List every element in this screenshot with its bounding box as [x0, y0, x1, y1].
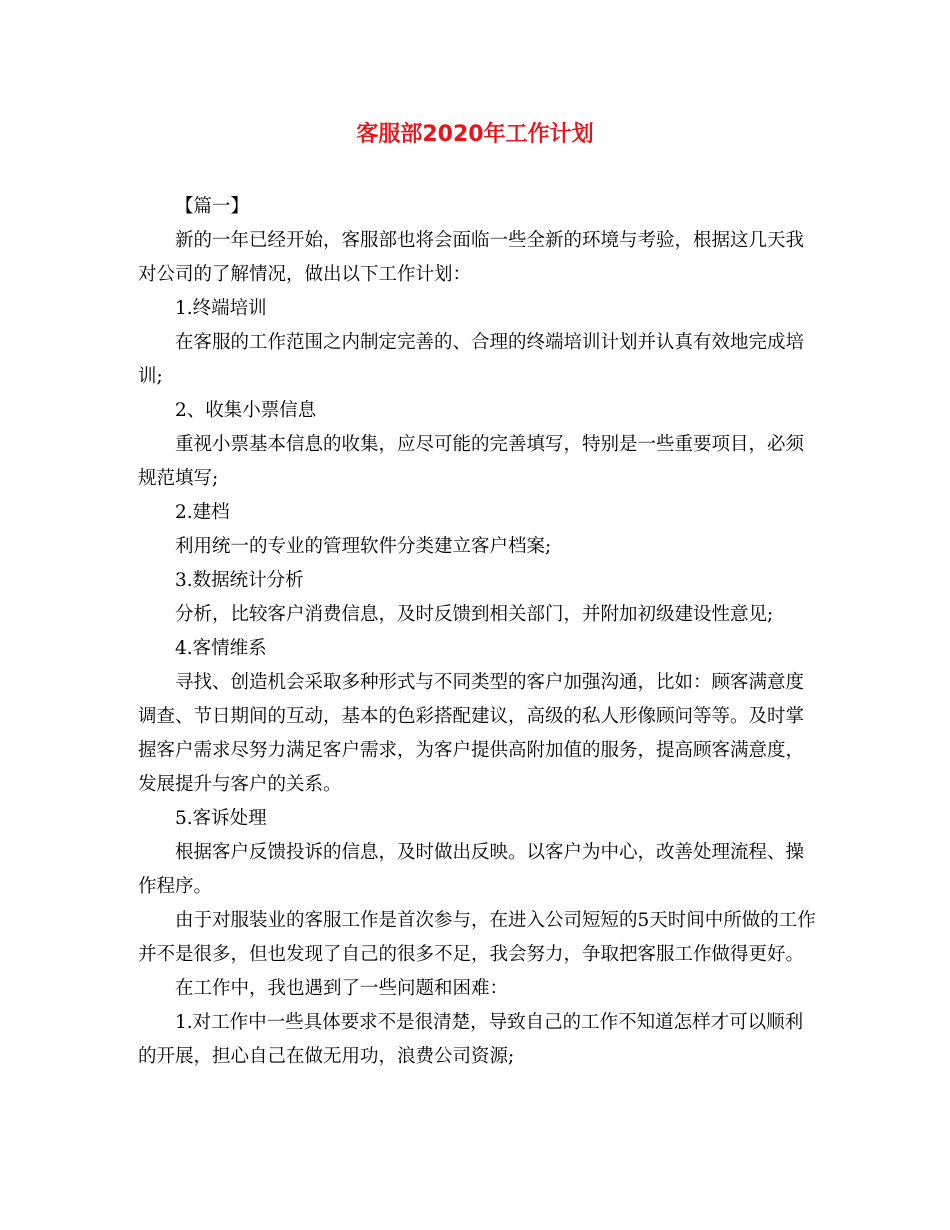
paragraph: 根据客户反馈投诉的信息，及时做出反映。以客户为中心，改善处理流程、操作程序。: [138, 842, 805, 897]
paragraph: 寻找、创造机会采取多种形式与不同类型的客户加强沟通，比如：顾客满意度调查、节日期间的互动，基本的色彩搭配建议，高级的私人形像顾问等等。及时掌握客户需求尽努力满足客户需求，为客户提供高附加值的服务，提高顾客满意度，发展提升与客户的关系。: [138, 672, 805, 795]
document-body: [138, 190, 818, 1074]
paragraph: 在客服的工作范围之内制定完善的、合理的终端培训计划并认真有效地完成培训;: [138, 332, 805, 387]
paragraph: 分析，比较客户消费信息，及时反馈到相关部门，并附加初级建设性意见;: [175, 604, 774, 625]
document-title: 客服部2020年工作计划: [356, 122, 594, 147]
paragraph: 重视小票基本信息的收集，应尽可能的完善填写，特别是一些重要项目，必须规范填写;: [138, 434, 805, 489]
paragraph: 利用统一的专业的管理软件分类建立客户档案;: [175, 536, 552, 557]
list-item-heading: 1.终端培训: [175, 298, 267, 319]
paragraph: 在工作中，我也遇到了一些问题和困难：: [175, 978, 509, 999]
section-heading: 【篇一】: [175, 196, 250, 217]
list-item-heading: 4.客情维系: [175, 638, 267, 659]
paragraph: 1.对工作中一些具体要求不是很清楚，导致自己的工作不知道怎样才可以顺利的开展，担心自己在做无用功，浪费公司资源;: [138, 1012, 804, 1067]
list-item-heading: 3.数据统计分析: [175, 570, 304, 591]
paragraph: 由于对服装业的客服工作是首次参与，在进入公司短短的5天时间中所做的工作并不是很多，但也发现了自己的很多不足，我会努力，争取把客服工作做得更好。: [138, 910, 816, 965]
list-item-heading: 2.建档: [175, 502, 230, 523]
list-item-heading: 5.客诉处理: [175, 808, 267, 829]
paragraph: 新的一年已经开始，客服部也将会面临一些全新的环境与考验，根据这几天我对公司的了解情况，做出以下工作计划：: [138, 230, 805, 285]
list-item-heading: 2、收集小票信息: [175, 400, 317, 421]
